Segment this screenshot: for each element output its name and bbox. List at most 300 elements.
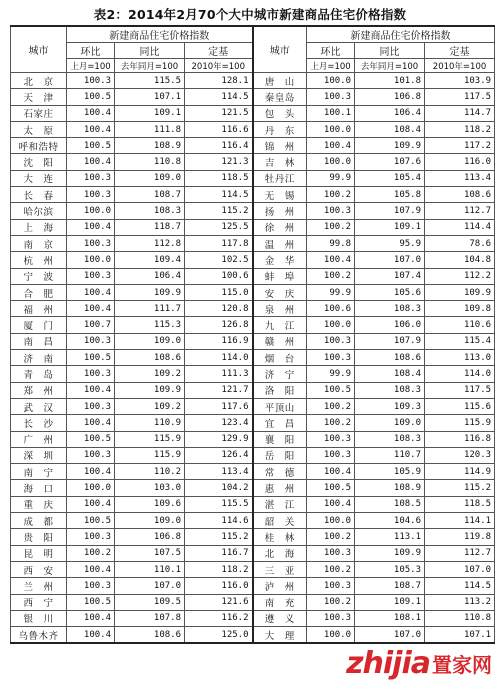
city-cell: 乌鲁木齐	[11, 627, 67, 644]
yoy-cell: 109.0	[115, 333, 185, 349]
mom-cell: 100.0	[307, 121, 355, 137]
yoy-cell: 108.7	[115, 187, 185, 203]
yoy-cell: 115.9	[115, 447, 185, 463]
base-cell: 126.4	[185, 447, 253, 463]
table-row	[11, 382, 495, 398]
city-cell: 蚌 埠	[253, 268, 307, 284]
yoy-cell: 118.7	[115, 219, 185, 235]
city-header-left: 城市	[11, 26, 67, 73]
table-row	[11, 529, 495, 545]
yoy-cell: 108.3	[355, 301, 425, 317]
yoy-cell: 110.9	[115, 415, 185, 431]
table-row	[11, 154, 495, 170]
city-cell: 韶 关	[253, 513, 307, 529]
mom-cell: 100.2	[307, 415, 355, 431]
table-row	[11, 415, 495, 431]
mom-cell: 100.3	[307, 431, 355, 447]
city-cell: 遵 义	[253, 610, 307, 626]
table-row	[11, 317, 495, 333]
mom-cell: 100.3	[307, 333, 355, 349]
yoy-cell: 108.6	[355, 350, 425, 366]
base-cell: 118.2	[425, 121, 495, 137]
table-body	[11, 73, 495, 644]
city-cell: 南 宁	[11, 464, 67, 480]
yoy-cell: 107.0	[355, 627, 425, 644]
city-cell: 温 州	[253, 235, 307, 251]
city-cell: 重 庆	[11, 496, 67, 512]
table-row	[11, 170, 495, 186]
base-cell: 125.0	[185, 627, 253, 644]
base-cell: 117.5	[425, 89, 495, 105]
city-cell: 贵 阳	[11, 529, 67, 545]
yoy-cell: 107.1	[115, 89, 185, 105]
yoy-cell: 107.4	[355, 268, 425, 284]
city-cell: 襄 阳	[253, 431, 307, 447]
city-cell: 北 海	[253, 545, 307, 561]
mom-cell: 100.4	[67, 561, 115, 577]
table-row	[11, 252, 495, 268]
yoy-cell: 113.1	[355, 529, 425, 545]
mom-cell: 100.3	[307, 447, 355, 463]
col-header-base: 定基	[425, 43, 495, 59]
city-cell: 沈 阳	[11, 154, 67, 170]
city-cell: 上 海	[11, 219, 67, 235]
yoy-cell: 110.7	[355, 447, 425, 463]
base-cell: 100.6	[185, 268, 253, 284]
city-cell: 洛 阳	[253, 382, 307, 398]
mom-cell: 100.2	[307, 561, 355, 577]
yoy-cell: 109.9	[355, 138, 425, 154]
city-cell: 宜 昌	[253, 415, 307, 431]
yoy-cell: 109.5	[115, 594, 185, 610]
mom-cell: 100.2	[67, 545, 115, 561]
base-cell: 126.8	[185, 317, 253, 333]
table-row	[11, 480, 495, 496]
base-label-mom: 上月=100	[67, 59, 115, 73]
city-cell: 常 德	[253, 464, 307, 480]
price-index-table	[10, 25, 495, 644]
base-cell: 114.5	[425, 578, 495, 594]
city-cell: 西 宁	[11, 594, 67, 610]
base-cell: 112.7	[425, 545, 495, 561]
city-cell: 丹 东	[253, 121, 307, 137]
base-cell: 115.2	[185, 203, 253, 219]
mom-cell: 100.3	[67, 268, 115, 284]
city-cell: 哈尔滨	[11, 203, 67, 219]
table-row	[11, 89, 495, 105]
base-cell: 114.7	[425, 105, 495, 121]
table-row	[11, 138, 495, 154]
yoy-cell: 109.9	[355, 545, 425, 561]
table-row	[11, 350, 495, 366]
yoy-cell: 108.3	[355, 431, 425, 447]
base-cell: 112.2	[425, 268, 495, 284]
city-cell: 包 头	[253, 105, 307, 121]
yoy-cell: 106.4	[115, 268, 185, 284]
mom-cell: 100.0	[307, 513, 355, 529]
city-cell: 广 州	[11, 431, 67, 447]
yoy-cell: 110.1	[115, 561, 185, 577]
yoy-cell: 105.9	[355, 464, 425, 480]
mom-cell: 100.0	[307, 627, 355, 644]
yoy-cell: 109.2	[115, 398, 185, 414]
city-cell: 泸 州	[253, 578, 307, 594]
mom-cell: 100.5	[67, 89, 115, 105]
yoy-cell: 115.9	[115, 431, 185, 447]
mom-cell: 100.0	[307, 154, 355, 170]
table-row	[11, 561, 495, 577]
mom-cell: 100.2	[307, 594, 355, 610]
yoy-cell: 115.5	[115, 73, 185, 89]
mom-cell: 100.5	[67, 513, 115, 529]
base-cell: 114.0	[425, 366, 495, 382]
city-cell: 湛 江	[253, 496, 307, 512]
base-cell: 113.2	[425, 594, 495, 610]
yoy-cell: 109.1	[115, 105, 185, 121]
yoy-cell: 107.5	[115, 545, 185, 561]
base-cell: 108.6	[425, 187, 495, 203]
group-header-left: 新建商品住宅价格指数	[67, 26, 253, 43]
city-cell: 银 川	[11, 610, 67, 626]
mom-cell: 100.0	[307, 317, 355, 333]
city-cell: 济 宁	[253, 366, 307, 382]
yoy-cell: 108.9	[355, 480, 425, 496]
base-cell: 116.7	[185, 545, 253, 561]
city-cell: 深 圳	[11, 447, 67, 463]
yoy-cell: 105.6	[355, 284, 425, 300]
city-cell: 厦 门	[11, 317, 67, 333]
base-cell: 114.9	[425, 464, 495, 480]
mom-cell: 100.4	[307, 464, 355, 480]
mom-cell: 100.0	[307, 73, 355, 89]
mom-cell: 100.4	[67, 382, 115, 398]
city-cell: 昆 明	[11, 545, 67, 561]
city-cell: 锦 州	[253, 138, 307, 154]
city-cell: 桂 林	[253, 529, 307, 545]
table-row	[11, 610, 495, 626]
table-row	[11, 545, 495, 561]
table-row	[11, 594, 495, 610]
mom-cell: 100.3	[307, 578, 355, 594]
yoy-cell: 109.1	[355, 594, 425, 610]
base-cell: 116.6	[185, 121, 253, 137]
yoy-cell: 108.6	[115, 350, 185, 366]
base-cell: 118.5	[425, 496, 495, 512]
base-cell: 113.4	[425, 170, 495, 186]
mom-cell: 100.0	[67, 252, 115, 268]
table-row	[11, 187, 495, 203]
city-cell: 扬 州	[253, 203, 307, 219]
base-cell: 110.8	[425, 610, 495, 626]
base-cell: 109.9	[425, 284, 495, 300]
mom-cell: 100.4	[67, 154, 115, 170]
base-cell: 113.4	[185, 464, 253, 480]
table-row	[11, 284, 495, 300]
mom-cell: 99.9	[307, 170, 355, 186]
table-row	[11, 333, 495, 349]
yoy-cell: 112.8	[115, 235, 185, 251]
yoy-cell: 109.9	[115, 284, 185, 300]
mom-cell: 100.1	[307, 105, 355, 121]
table-row	[11, 578, 495, 594]
city-cell: 天 津	[11, 89, 67, 105]
mom-cell: 100.4	[307, 252, 355, 268]
base-cell: 117.8	[185, 235, 253, 251]
base-cell: 114.0	[185, 350, 253, 366]
table-row	[11, 447, 495, 463]
watermark-wordmark: zhijia	[346, 646, 430, 681]
yoy-cell: 109.9	[115, 382, 185, 398]
yoy-cell: 109.1	[355, 219, 425, 235]
table-row	[11, 268, 495, 284]
table-row	[11, 464, 495, 480]
base-cell: 109.8	[425, 301, 495, 317]
city-cell: 兰 州	[11, 578, 67, 594]
yoy-cell: 107.8	[115, 610, 185, 626]
city-cell: 岳 阳	[253, 447, 307, 463]
mom-cell: 100.3	[67, 170, 115, 186]
base-cell: 129.9	[185, 431, 253, 447]
base-label-2010: 2010年=100	[425, 59, 495, 73]
mom-cell: 100.0	[67, 480, 115, 496]
base-label-mom: 上月=100	[307, 59, 355, 73]
city-cell: 泉 州	[253, 301, 307, 317]
col-header-base: 定基	[185, 43, 253, 59]
table-row	[11, 398, 495, 414]
yoy-cell: 95.9	[355, 235, 425, 251]
yoy-cell: 103.0	[115, 480, 185, 496]
yoy-cell: 111.8	[115, 121, 185, 137]
table-row	[11, 73, 495, 89]
table-title: 表2：2014年2月70个大中城市新建商品住宅价格指数	[93, 7, 407, 22]
base-cell: 115.2	[425, 480, 495, 496]
mom-cell: 100.5	[67, 431, 115, 447]
group-header-right: 新建商品住宅价格指数	[307, 26, 495, 43]
yoy-cell: 108.1	[355, 610, 425, 626]
yoy-cell: 108.7	[355, 578, 425, 594]
mom-cell: 100.4	[67, 610, 115, 626]
mom-cell: 100.2	[307, 398, 355, 414]
city-cell: 郑 州	[11, 382, 67, 398]
base-cell: 119.8	[425, 529, 495, 545]
mom-cell: 100.3	[67, 529, 115, 545]
city-cell: 赣 州	[253, 333, 307, 349]
yoy-cell: 105.4	[355, 170, 425, 186]
mom-cell: 100.5	[67, 594, 115, 610]
mom-cell: 99.9	[307, 366, 355, 382]
mom-cell: 100.4	[67, 464, 115, 480]
city-cell: 合 肥	[11, 284, 67, 300]
yoy-cell: 109.0	[115, 170, 185, 186]
mom-cell: 100.2	[307, 268, 355, 284]
base-cell: 114.1	[425, 513, 495, 529]
city-cell: 南 充	[253, 594, 307, 610]
mom-cell: 100.3	[307, 89, 355, 105]
yoy-cell: 108.3	[355, 382, 425, 398]
base-cell: 111.3	[185, 366, 253, 382]
yoy-cell: 108.4	[355, 366, 425, 382]
mom-cell: 100.6	[307, 301, 355, 317]
city-cell: 唐 山	[253, 73, 307, 89]
base-cell: 116.2	[185, 610, 253, 626]
mom-cell: 100.5	[307, 382, 355, 398]
table-row	[11, 219, 495, 235]
mom-cell: 100.4	[307, 496, 355, 512]
table-row	[11, 431, 495, 447]
base-label-yoy: 去年同月=100	[355, 59, 425, 73]
city-cell: 福 州	[11, 301, 67, 317]
base-cell: 104.8	[425, 252, 495, 268]
col-header-yoy: 同比	[355, 43, 425, 59]
yoy-cell: 111.7	[115, 301, 185, 317]
table-row	[11, 235, 495, 251]
city-cell: 三 亚	[253, 561, 307, 577]
city-cell: 吉 林	[253, 154, 307, 170]
yoy-cell: 107.9	[355, 333, 425, 349]
mom-cell: 100.3	[67, 366, 115, 382]
base-cell: 110.6	[425, 317, 495, 333]
table-row	[11, 513, 495, 529]
city-cell: 徐 州	[253, 219, 307, 235]
mom-cell: 100.3	[307, 350, 355, 366]
yoy-cell: 107.9	[355, 203, 425, 219]
city-cell: 长 沙	[11, 415, 67, 431]
mom-cell: 100.4	[67, 301, 115, 317]
yoy-cell: 109.3	[355, 398, 425, 414]
mom-cell: 100.4	[67, 496, 115, 512]
base-cell: 78.6	[425, 235, 495, 251]
mom-cell: 100.5	[67, 138, 115, 154]
city-cell: 无 锡	[253, 187, 307, 203]
base-cell: 123.4	[185, 415, 253, 431]
table-row	[11, 301, 495, 317]
yoy-cell: 101.8	[355, 73, 425, 89]
table-row	[11, 366, 495, 382]
mom-cell: 100.4	[67, 415, 115, 431]
base-cell: 115.2	[185, 529, 253, 545]
base-cell: 102.5	[185, 252, 253, 268]
base-cell: 121.3	[185, 154, 253, 170]
city-cell: 安 庆	[253, 284, 307, 300]
mom-cell: 100.4	[307, 138, 355, 154]
yoy-cell: 108.4	[355, 121, 425, 137]
table-row	[11, 203, 495, 219]
mom-cell: 100.3	[307, 545, 355, 561]
base-cell: 115.0	[185, 284, 253, 300]
mom-cell: 99.9	[307, 284, 355, 300]
yoy-cell: 110.8	[115, 154, 185, 170]
mom-cell: 100.2	[307, 219, 355, 235]
watermark-chinese: 置家网	[432, 653, 492, 677]
base-cell: 128.1	[185, 73, 253, 89]
yoy-cell: 106.0	[355, 317, 425, 333]
table-row	[11, 627, 495, 644]
base-cell: 116.0	[185, 578, 253, 594]
table-row	[11, 496, 495, 512]
city-cell: 太 原	[11, 121, 67, 137]
mom-cell: 100.3	[67, 187, 115, 203]
yoy-cell: 105.8	[355, 187, 425, 203]
city-cell: 大 连	[11, 170, 67, 186]
base-cell: 118.5	[185, 170, 253, 186]
base-cell: 125.5	[185, 219, 253, 235]
city-cell: 秦皇岛	[253, 89, 307, 105]
table-row	[11, 121, 495, 137]
mom-cell: 100.7	[67, 317, 115, 333]
base-cell: 121.6	[185, 594, 253, 610]
city-cell: 成 都	[11, 513, 67, 529]
base-cell: 118.2	[185, 561, 253, 577]
mom-cell: 100.4	[67, 284, 115, 300]
base-cell: 120.8	[185, 301, 253, 317]
yoy-cell: 108.5	[355, 496, 425, 512]
city-cell: 烟 台	[253, 350, 307, 366]
base-cell: 103.9	[425, 73, 495, 89]
yoy-cell: 109.6	[115, 496, 185, 512]
mom-cell: 100.5	[67, 350, 115, 366]
mom-cell: 100.4	[67, 121, 115, 137]
mom-cell: 100.3	[67, 235, 115, 251]
yoy-cell: 109.4	[115, 252, 185, 268]
yoy-cell: 109.0	[355, 415, 425, 431]
col-header-mom: 环比	[67, 43, 115, 59]
yoy-cell: 105.3	[355, 561, 425, 577]
yoy-cell: 104.6	[355, 513, 425, 529]
yoy-cell: 106.8	[115, 529, 185, 545]
mom-cell: 100.3	[67, 398, 115, 414]
mom-cell: 100.3	[67, 73, 115, 89]
city-cell: 平顶山	[253, 398, 307, 414]
base-cell: 117.6	[185, 398, 253, 414]
col-header-yoy: 同比	[115, 43, 185, 59]
yoy-cell: 106.4	[355, 105, 425, 121]
yoy-cell: 110.2	[115, 464, 185, 480]
base-cell: 114.4	[425, 219, 495, 235]
mom-cell: 100.0	[67, 203, 115, 219]
mom-cell: 99.8	[307, 235, 355, 251]
yoy-cell: 106.8	[355, 89, 425, 105]
city-cell: 大 理	[253, 627, 307, 644]
base-cell: 116.9	[185, 333, 253, 349]
base-cell: 117.5	[425, 382, 495, 398]
yoy-cell: 108.3	[115, 203, 185, 219]
mom-cell: 100.3	[67, 447, 115, 463]
mom-cell: 100.3	[67, 578, 115, 594]
city-cell: 海 口	[11, 480, 67, 496]
city-cell: 石家庄	[11, 105, 67, 121]
base-cell: 104.2	[185, 480, 253, 496]
city-cell: 西 安	[11, 561, 67, 577]
base-cell: 113.0	[425, 350, 495, 366]
base-cell: 114.5	[185, 187, 253, 203]
mom-cell: 100.2	[307, 529, 355, 545]
city-header-right: 城市	[253, 26, 307, 73]
mom-cell: 100.2	[307, 187, 355, 203]
base-cell: 112.7	[425, 203, 495, 219]
base-cell: 116.8	[425, 431, 495, 447]
city-cell: 呼和浩特	[11, 138, 67, 154]
base-cell: 116.0	[425, 154, 495, 170]
city-cell: 金 华	[253, 252, 307, 268]
mom-cell: 100.3	[67, 333, 115, 349]
table-row	[11, 105, 495, 121]
yoy-cell: 109.2	[115, 366, 185, 382]
city-cell: 九 江	[253, 317, 307, 333]
base-cell: 114.6	[185, 513, 253, 529]
col-header-mom: 环比	[307, 43, 355, 59]
yoy-cell: 109.0	[115, 513, 185, 529]
base-cell: 116.4	[185, 138, 253, 154]
